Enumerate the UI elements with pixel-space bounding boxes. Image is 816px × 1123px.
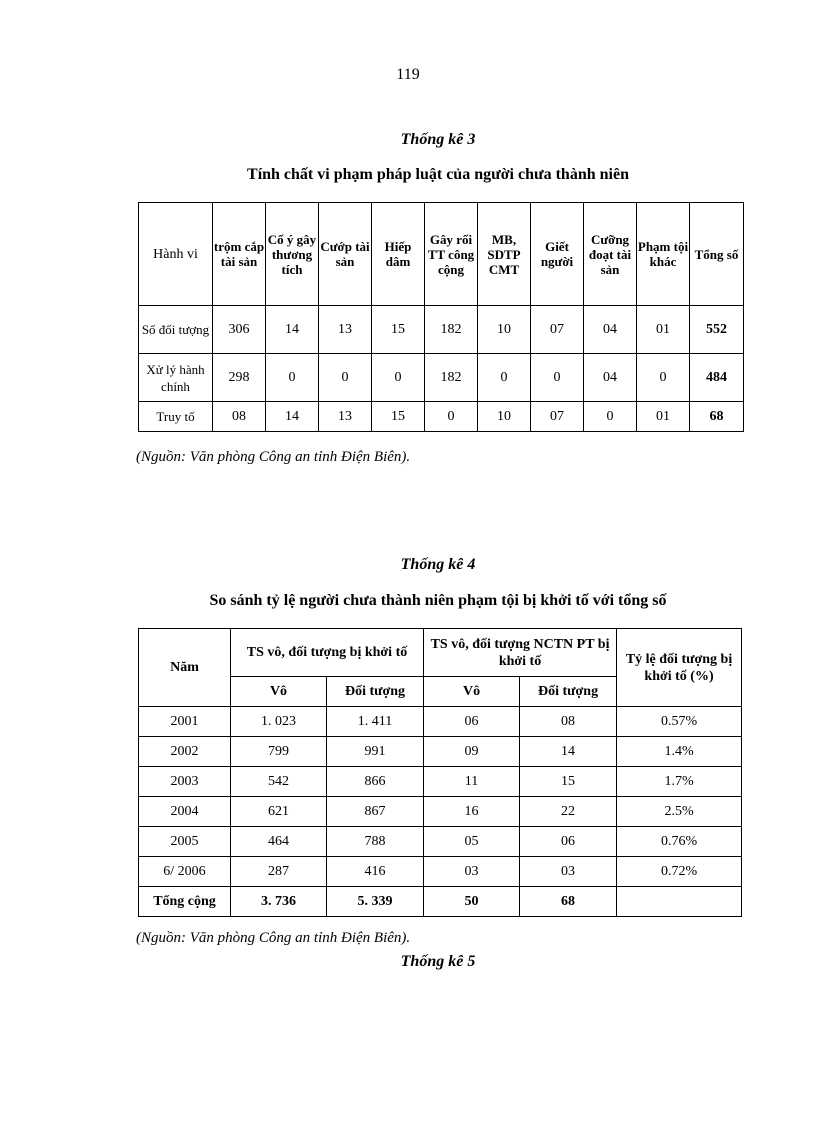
stat4-cell-year: 6/ 2006 bbox=[139, 857, 231, 887]
stat3-cell: 0 bbox=[637, 354, 690, 402]
stat3-table bbox=[138, 202, 744, 432]
stat4-cell-year: 2002 bbox=[139, 737, 231, 767]
stat4-title: Thống kê 4 bbox=[400, 556, 476, 573]
stat4-cell: 05 bbox=[424, 827, 520, 857]
stat4-total-row bbox=[139, 887, 742, 917]
stat4-subheader-persons: Đối tượng bbox=[327, 677, 424, 707]
stat4-cell: 14 bbox=[520, 737, 617, 767]
stat4-total-cell: 3. 736 bbox=[231, 887, 327, 917]
stat3-cell: 13 bbox=[319, 306, 372, 354]
stat3-header-cell: MB, SDTP CMT bbox=[478, 203, 531, 306]
stat3-total-cell: 68 bbox=[690, 402, 744, 432]
stat4-cell: 06 bbox=[424, 707, 520, 737]
stat4-cell-ratio: 0.76% bbox=[617, 827, 742, 857]
stat3-cell: 15 bbox=[372, 306, 425, 354]
stat4-header-year: Năm bbox=[139, 629, 231, 707]
stat4-subheader-persons: Đối tượng bbox=[520, 677, 617, 707]
stat3-row bbox=[139, 354, 744, 402]
stat3-header-cell: Phạm tội khác bbox=[637, 203, 690, 306]
stat4-cell: 866 bbox=[327, 767, 424, 797]
stat4-cell: 06 bbox=[520, 827, 617, 857]
stat3-source: (Nguồn: Văn phòng Công an tỉnh Điện Biên). bbox=[136, 449, 411, 465]
stat4-cell: 788 bbox=[327, 827, 424, 857]
stat3-cell: 298 bbox=[213, 354, 266, 402]
stat4-source: (Nguồn: Văn phòng Công an tỉnh Điện Biên). bbox=[136, 930, 411, 946]
stat4-row bbox=[139, 707, 742, 737]
stat3-header-cell: Hiếp dâm bbox=[372, 203, 425, 306]
stat4-header-ratio: Tỷ lệ đối tượng bị khởi tố (%) bbox=[617, 629, 742, 707]
stat4-cell: 08 bbox=[520, 707, 617, 737]
stat4-cell-ratio: 0.57% bbox=[617, 707, 742, 737]
stat4-cell: 03 bbox=[520, 857, 617, 887]
stat3-cell: 14 bbox=[266, 306, 319, 354]
stat4-cell: 621 bbox=[231, 797, 327, 827]
stat4-cell: 03 bbox=[424, 857, 520, 887]
stat4-cell: 1. 411 bbox=[327, 707, 424, 737]
stat3-cell: 0 bbox=[266, 354, 319, 402]
stat4-cell: 09 bbox=[424, 737, 520, 767]
stat3-header-cell: Tổng số bbox=[690, 203, 744, 306]
stat3-subtitle: Tính chất vi phạm pháp luật của người chưa thành niên bbox=[247, 166, 629, 183]
stat3-cell: 01 bbox=[637, 402, 690, 432]
stat3-cell: 0 bbox=[425, 402, 478, 432]
stat4-cell: 799 bbox=[231, 737, 327, 767]
stat4-subtitle: So sánh tỷ lệ người chưa thành niên phạm tội bị khởi tố với tổng số bbox=[209, 592, 667, 609]
stat3-header-cell: Cố ý gây thương tích bbox=[266, 203, 319, 306]
stat3-cell: 10 bbox=[478, 402, 531, 432]
stat4-total-cell: 50 bbox=[424, 887, 520, 917]
stat4-cell-ratio: 1.7% bbox=[617, 767, 742, 797]
stat3-row-label: Xử lý hành chính bbox=[139, 354, 213, 402]
stat3-cell: 04 bbox=[584, 306, 637, 354]
stat5-title: Thống kê 5 bbox=[400, 953, 476, 970]
stat4-cell-year: 2005 bbox=[139, 827, 231, 857]
stat3-cell: 182 bbox=[425, 306, 478, 354]
stat3-cell: 08 bbox=[213, 402, 266, 432]
stat3-cell: 182 bbox=[425, 354, 478, 402]
stat3-title: Thống kê 3 bbox=[400, 131, 476, 148]
stat3-header-cell: Cướp tài sản bbox=[319, 203, 372, 306]
stat4-row bbox=[139, 767, 742, 797]
stat4-cell: 1. 023 bbox=[231, 707, 327, 737]
stat4-cell: 22 bbox=[520, 797, 617, 827]
stat4-row bbox=[139, 827, 742, 857]
stat3-cell: 306 bbox=[213, 306, 266, 354]
stat3-row-label: Số đối tượng bbox=[139, 306, 213, 354]
stat4-cell-ratio: 2.5% bbox=[617, 797, 742, 827]
stat3-cell: 13 bbox=[319, 402, 372, 432]
stat4-total-ratio bbox=[617, 887, 742, 917]
stat4-row bbox=[139, 857, 742, 887]
stat4-total-cell: 5. 339 bbox=[327, 887, 424, 917]
stat3-cell: 10 bbox=[478, 306, 531, 354]
stat3-cell: 0 bbox=[531, 354, 584, 402]
stat4-subheader-cases: Vô bbox=[231, 677, 327, 707]
stat4-table bbox=[138, 628, 742, 917]
stat3-cell: 0 bbox=[584, 402, 637, 432]
stat4-row bbox=[139, 737, 742, 767]
stat4-cell: 15 bbox=[520, 767, 617, 797]
stat4-cell: 16 bbox=[424, 797, 520, 827]
stat3-header-cell: Cưỡng đoạt tài sản bbox=[584, 203, 637, 306]
stat4-cell-year: 2003 bbox=[139, 767, 231, 797]
stat3-cell: 07 bbox=[531, 306, 584, 354]
stat4-total-cell: 68 bbox=[520, 887, 617, 917]
stat4-cell: 416 bbox=[327, 857, 424, 887]
stat4-cell: 867 bbox=[327, 797, 424, 827]
stat3-cell: 15 bbox=[372, 402, 425, 432]
stat4-cell: 542 bbox=[231, 767, 327, 797]
stat4-row bbox=[139, 797, 742, 827]
stat4-header-group2: TS vô, đối tượng NCTN PT bị khởi tố bbox=[424, 629, 617, 677]
stat3-cell: 07 bbox=[531, 402, 584, 432]
stat4-cell-year: 2004 bbox=[139, 797, 231, 827]
stat3-row-label: Truy tố bbox=[139, 402, 213, 432]
stat3-cell: 04 bbox=[584, 354, 637, 402]
stat3-header-cell: Giết người bbox=[531, 203, 584, 306]
stat4-cell: 991 bbox=[327, 737, 424, 767]
stat3-row bbox=[139, 306, 744, 354]
stat3-total-cell: 484 bbox=[690, 354, 744, 402]
stat3-cell: 0 bbox=[319, 354, 372, 402]
page-number: 119 bbox=[396, 66, 420, 83]
stat4-cell: 464 bbox=[231, 827, 327, 857]
stat3-cell: 14 bbox=[266, 402, 319, 432]
stat3-cell: 0 bbox=[372, 354, 425, 402]
stat3-cell: 0 bbox=[478, 354, 531, 402]
stat4-header-group1: TS vô, đối tượng bị khởi tố bbox=[231, 629, 424, 677]
stat3-header-cell: trộm cắp tài sản bbox=[213, 203, 266, 306]
stat4-subheader-cases: Vô bbox=[424, 677, 520, 707]
stat3-cell: 01 bbox=[637, 306, 690, 354]
stat4-cell-year: 2001 bbox=[139, 707, 231, 737]
stat4-cell-ratio: 1.4% bbox=[617, 737, 742, 767]
stat4-cell: 11 bbox=[424, 767, 520, 797]
stat4-cell: 287 bbox=[231, 857, 327, 887]
stat3-row bbox=[139, 402, 744, 432]
stat4-total-label: Tổng cộng bbox=[139, 887, 231, 917]
stat3-header-cell: Gây rối TT công cộng bbox=[425, 203, 478, 306]
stat4-cell-ratio: 0.72% bbox=[617, 857, 742, 887]
stat3-header-cell: Hành vi bbox=[139, 203, 213, 306]
stat3-total-cell: 552 bbox=[690, 306, 744, 354]
